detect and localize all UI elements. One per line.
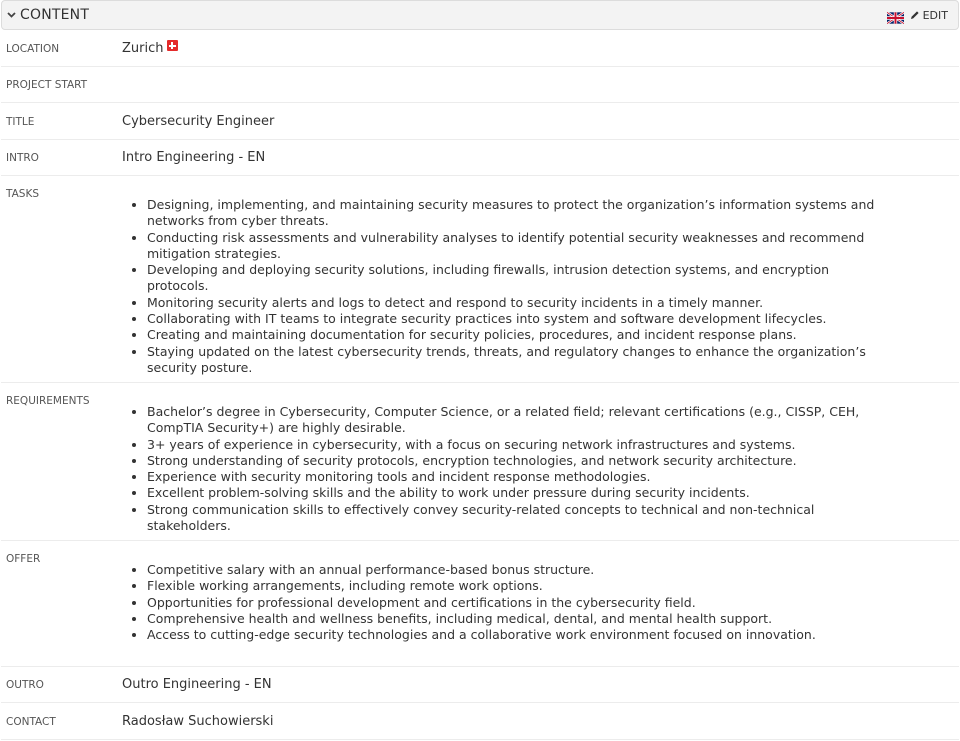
field-row-title <box>1 103 959 140</box>
field-label: OUTRO <box>6 679 44 691</box>
list-item: • Opportunities for professional development and certifications in the cybersecurity field. <box>147 595 919 611</box>
list-item: • Flexible working arrangements, including remote work options. <box>147 578 919 594</box>
list-item: • Comprehensive health and wellness benefits, including medical, dental, and mental health support. <box>147 611 919 627</box>
list-item: • Strong understanding of security protocols, encryption technologies, and network security architecture. <box>147 453 879 469</box>
field-label: PROJECT START <box>6 79 88 91</box>
list-item: • Collaborating with IT teams to integrate security practices into system and software development lifecycles. <box>147 311 879 327</box>
field-row-outro <box>1 667 959 703</box>
field-value-title: Cybersecurity Engineer <box>122 113 275 129</box>
field-value-outro: Outro Engineering - EN <box>122 677 272 692</box>
field-label: CONTACT <box>6 715 56 728</box>
field-value-tasks <box>122 176 959 382</box>
field-value-intro: Intro Engineering - EN <box>122 150 266 165</box>
section-header[interactable] <box>1 0 959 30</box>
content-panel <box>1 0 959 740</box>
field-value-requirements <box>122 383 959 540</box>
tasks-list <box>122 197 879 376</box>
list-item: • Experience with security monitoring tools and incident response methodologies. <box>147 469 879 485</box>
field-row-location <box>1 30 959 67</box>
field-label: INTRO <box>6 152 39 164</box>
field-label: LOCATION <box>6 42 60 55</box>
requirements-list <box>122 404 879 534</box>
list-item: • Creating and maintaining documentation for security policies, procedures, and incident response plans. <box>147 327 879 343</box>
field-label: OFFER <box>6 553 41 565</box>
field-row-contact <box>1 703 959 740</box>
field-row-intro <box>1 140 959 176</box>
list-item: • Conducting risk assessments and vulnerability analyses to identify potential security weaknesses and recommend mitigation strategies. <box>147 230 879 263</box>
list-item: • Monitoring security alerts and logs to detect and respond to security incidents in a timely manner. <box>147 295 879 311</box>
list-item: • Competitive salary with an annual performance-based bonus structure. <box>147 562 919 578</box>
edit-label: EDIT <box>922 8 948 22</box>
field-value-offer <box>122 541 959 666</box>
uk-flag-icon[interactable] <box>887 9 904 21</box>
pencil-icon <box>910 10 920 20</box>
list-item: • Access to cutting-edge security technologies and a collaborative work environment focused on innovation. <box>147 627 919 643</box>
field-label: TASKS <box>6 188 39 200</box>
list-item: • Strong communication skills to effectively convey security-related concepts to technical and non-technical stakeholders. <box>147 502 879 535</box>
list-item: • Excellent problem-solving skills and the ability to work under pressure during security incidents. <box>147 485 879 501</box>
field-row-tasks <box>1 176 959 383</box>
list-item: • Designing, implementing, and maintaining security measures to protect the organization’s information systems and networks from cyber threats. <box>147 197 879 230</box>
field-row-offer <box>1 541 959 667</box>
header-actions <box>887 9 948 22</box>
swiss-flag-icon <box>167 40 178 51</box>
field-value-contact: Radosław Suchowierski <box>122 713 274 729</box>
list-item: • Staying updated on the latest cybersecurity trends, threats, and regulatory changes to enhance the organization’s security posture. <box>147 344 879 377</box>
list-item: • 3+ years of experience in cybersecurity, with a focus on securing network infrastructures and systems. <box>147 437 879 453</box>
field-value-location <box>122 40 959 56</box>
section-title: CONTENT <box>20 7 90 23</box>
field-row-requirements <box>1 383 959 541</box>
list-item: • Bachelor’s degree in Cybersecurity, Computer Science, or a related field; relevant certifications (e.g., CISSP, CEH, CompTIA Security+) are highly desirable. <box>147 404 879 437</box>
chevron-down-icon[interactable] <box>6 10 16 20</box>
list-item: • Developing and deploying security solutions, including firewalls, intrusion detection systems, and encryption protocols. <box>147 262 879 295</box>
field-label: TITLE <box>6 115 35 128</box>
field-label: REQUIREMENTS <box>6 395 90 407</box>
offer-list <box>122 562 919 643</box>
location-text: Zurich <box>122 41 164 56</box>
field-row-project-start <box>1 67 959 103</box>
edit-button[interactable] <box>910 9 948 22</box>
